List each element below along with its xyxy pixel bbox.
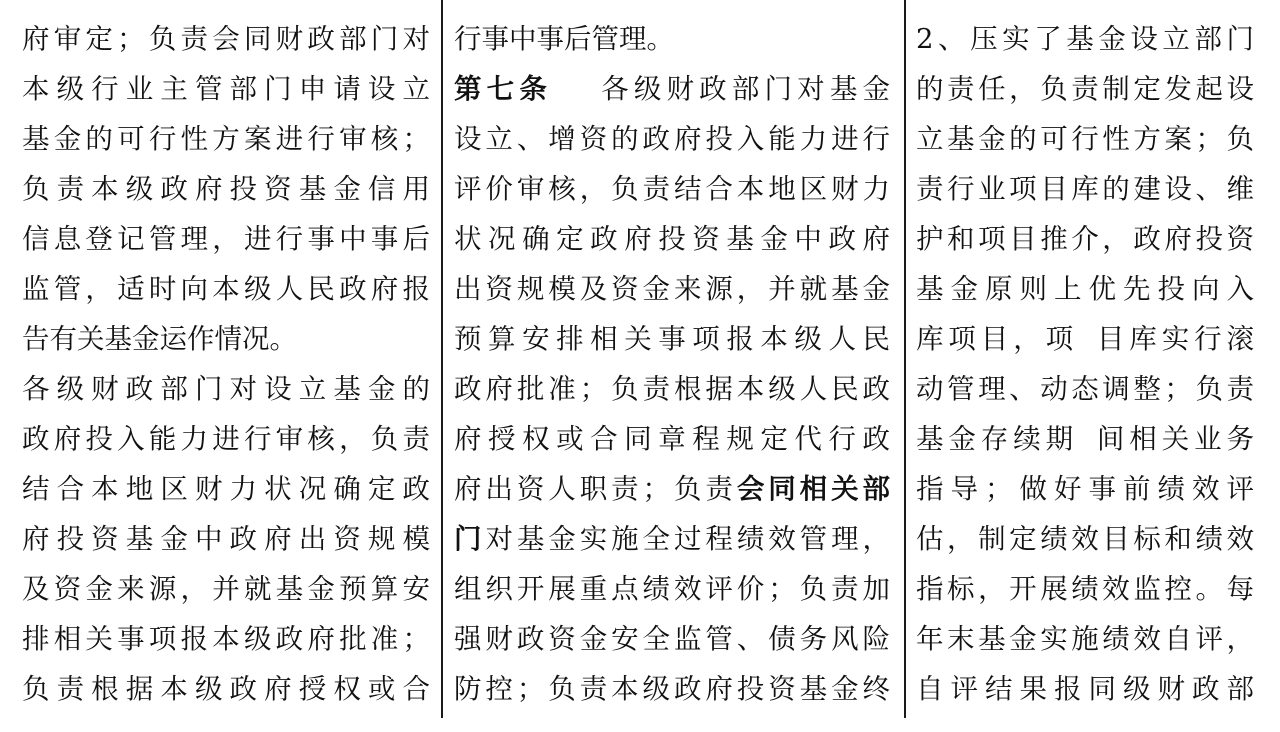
text-line: 负责根据本级政府授权或合	[22, 673, 430, 705]
article-line	[454, 64, 890, 114]
text-segment: 府出资人职责；负责	[454, 473, 737, 505]
text-line: 政府投入能力进行审核，负责	[22, 423, 430, 455]
text-line: 信息登记管理，进行事中事后	[22, 223, 430, 255]
text-line: 强财政资金安全监管、债务风险	[454, 623, 890, 655]
text-line-mixed	[454, 514, 890, 564]
text-line: 府审定；负责会同财政部门对	[22, 23, 430, 55]
text-line: 自评结果报同级财政部	[916, 673, 1254, 705]
text-line: 本级行业主管部门申请设立	[22, 73, 430, 105]
text-segment: 间相关业务	[1092, 423, 1254, 455]
text-segment: 目库实行滚	[1092, 323, 1254, 355]
text-line-gap	[916, 314, 1254, 364]
text-line: 基金原则上优先投向入	[916, 273, 1254, 305]
text-segment: 基金存续期	[916, 423, 1078, 455]
text-line: 排相关事项报本级政府批准；	[22, 623, 430, 655]
text-line: 组织开展重点绩效评价；负责加	[454, 573, 890, 605]
text-line: 设立、增资的政府投入能力进行	[454, 123, 890, 155]
text-line: 年末基金实施绩效自评，	[916, 623, 1254, 655]
text-line-mixed	[454, 464, 890, 514]
text-line: 负责本级政府投资基金信用	[22, 173, 430, 205]
text-line: 立基金的可行性方案；负	[916, 123, 1254, 155]
text-line: 评价审核，负责结合本地区财力	[454, 173, 890, 205]
text-line: 预算安排相关事项报本级人民	[454, 323, 890, 355]
text-line: 府投资基金中政府出资规模	[22, 523, 430, 555]
text-line: 指导；做好事前绩效评	[916, 473, 1254, 505]
article-heading: 第七条	[454, 73, 552, 105]
text-line: 估，制定绩效目标和绩效	[916, 523, 1254, 555]
text-segment: 库项目，项	[916, 323, 1078, 355]
column-right	[916, 14, 1254, 732]
column-divider-2	[904, 0, 906, 718]
text-line: 告有关基金运作情况。	[22, 323, 297, 355]
text-line-gap	[916, 414, 1254, 464]
text-line: 责行业项目库的建设、维	[916, 173, 1254, 205]
text-line: 2、压实了基金设立部门	[916, 23, 1254, 55]
text-line: 防控；负责本级政府投资基金终	[454, 673, 890, 705]
text-line: 动管理、动态调整；负责	[916, 373, 1254, 405]
text-line: 出资规模及资金来源，并就基金	[454, 273, 890, 305]
text-line: 的责任，负责制定发起设	[916, 73, 1254, 105]
column-left	[22, 14, 430, 732]
text-line: 结合本地区财力状况确定政	[22, 473, 430, 505]
bold-segment: 会同相关部	[736, 473, 890, 505]
text-line: 各级财政部门对设立基金的	[22, 373, 430, 405]
article-text: 各级财政部门对基金	[596, 73, 890, 105]
text-line: 府授权或合同章程规定代行政	[454, 423, 890, 455]
column-middle	[454, 14, 890, 732]
text-line: 行事中事后管理。	[454, 23, 674, 55]
text-segment: 对基金实施全过程绩效管理，	[485, 523, 890, 555]
bold-segment: 门	[454, 523, 486, 555]
text-line: 及资金来源，并就基金预算安	[22, 573, 430, 605]
text-line: 监管，适时向本级人民政府报	[22, 273, 430, 305]
text-line: 基金的可行性方案进行审核；	[22, 123, 430, 155]
text-line: 状况确定政府投资基金中政府	[454, 223, 890, 255]
text-line: 护和项目推介，政府投资	[916, 223, 1254, 255]
column-divider-1	[441, 0, 443, 718]
text-line: 政府批准；负责根据本级人民政	[454, 373, 890, 405]
text-line: 指标，开展绩效监控。每	[916, 573, 1254, 605]
